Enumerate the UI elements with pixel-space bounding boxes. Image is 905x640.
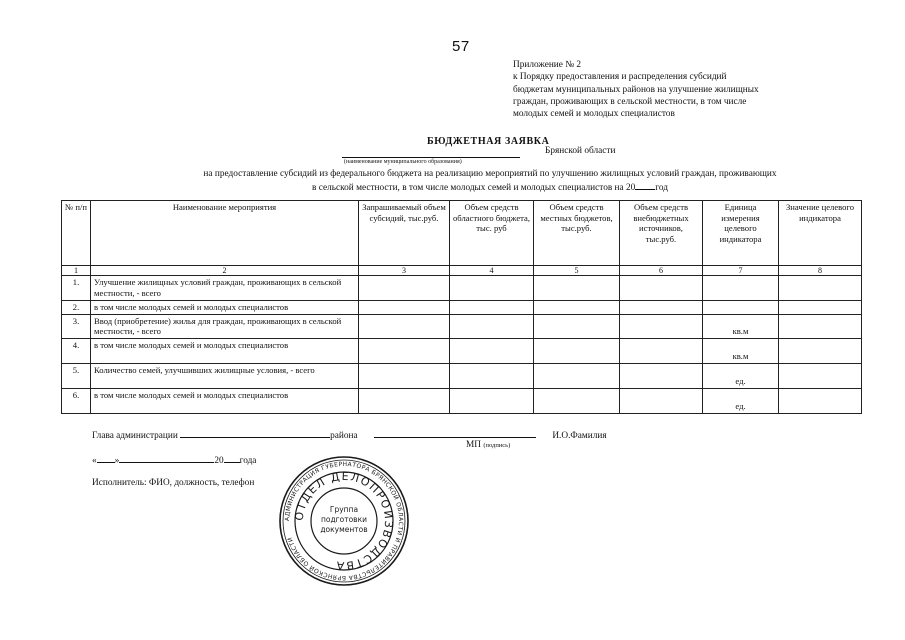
district-label: района — [330, 431, 358, 441]
extrabudget-cell — [620, 276, 703, 301]
extrabudget-cell — [620, 301, 703, 315]
row-name: Количество семей, улучшивших жилищные условия, - всего — [91, 363, 359, 388]
regional-cell — [450, 276, 534, 301]
date-suffix: года — [239, 456, 257, 466]
local-cell — [534, 276, 620, 301]
municipality-blank-line — [342, 148, 520, 158]
row-name: Улучшение жилищных условий граждан, проживающих в сельской местности, - всего — [91, 276, 359, 301]
year-blank — [224, 453, 240, 463]
date-year-prefix: 20 — [214, 456, 224, 466]
col-number: 2 — [91, 266, 359, 276]
table-row — [62, 276, 862, 301]
regional-cell — [450, 314, 534, 338]
page-number: 57 — [452, 38, 470, 55]
header-value: Значение целевого индикатора — [779, 201, 862, 266]
regional-cell — [450, 301, 534, 315]
unit-cell: кв.м — [703, 338, 779, 363]
day-blank — [97, 453, 115, 463]
unit-cell: ед. — [703, 363, 779, 388]
requested-cell — [359, 388, 450, 413]
stamp-dept-text-path: ОТДЕЛ ДЕЛОПРОИЗВОДСТВА — [292, 469, 396, 573]
value-cell — [779, 301, 862, 315]
appendix-line: граждан, проживающих в сельской местности, в том числе — [513, 96, 747, 107]
col-number: 8 — [779, 266, 862, 276]
header-regional: Объем средств областного бюджета, тыс. руб — [450, 201, 534, 266]
table-row — [62, 301, 862, 315]
col-number: 5 — [534, 266, 620, 276]
local-cell — [534, 338, 620, 363]
extrabudget-cell — [620, 388, 703, 413]
regional-cell — [450, 388, 534, 413]
unit-cell: ед. — [703, 388, 779, 413]
row-name: в том числе молодых семей и молодых специалистов — [91, 301, 359, 315]
requested-cell — [359, 301, 450, 315]
value-cell — [779, 314, 862, 338]
row-name: в том числе молодых семей и молодых специалистов — [91, 388, 359, 413]
value-cell — [779, 338, 862, 363]
extrabudget-cell — [620, 338, 703, 363]
table-row — [62, 338, 862, 363]
regional-cell — [450, 363, 534, 388]
row-num: 1. — [62, 276, 91, 301]
signature-row — [92, 428, 792, 441]
appendix-line: к Порядку предоставления и распределения субсидий — [513, 72, 727, 83]
stamp-center-line: подготовки — [321, 515, 367, 524]
purpose-line-2-text: в сельской местности, в том числе молодых семей и молодых специалистов на 20 — [312, 183, 636, 193]
value-cell — [779, 363, 862, 388]
form-title: БЮДЖЕТНАЯ ЗАЯВКА — [427, 136, 550, 147]
row-num: 5. — [62, 363, 91, 388]
unit-cell — [703, 301, 779, 315]
extrabudget-cell — [620, 363, 703, 388]
col-number: 1 — [62, 266, 91, 276]
month-blank — [119, 453, 214, 463]
table-header-row — [62, 201, 862, 266]
header-local: Объем средств местных бюджетов, тыс.руб. — [534, 201, 620, 266]
local-cell — [534, 388, 620, 413]
row-name: Ввод (приобретение) жилья для граждан, проживающих в сельской местности, - всего — [91, 314, 359, 338]
appendix-line: бюджетам муниципальных районов на улучшение жилищных — [513, 84, 759, 95]
local-cell — [534, 314, 620, 338]
col-number: 4 — [450, 266, 534, 276]
column-number-row — [62, 266, 862, 276]
local-cell — [534, 363, 620, 388]
header-num: № п/п — [62, 201, 91, 266]
municipality-caption: (наименование муниципального образования) — [344, 159, 462, 165]
row-num: 3. — [62, 314, 91, 338]
stamp-outer-text-path: АДМИНИСТРАЦИЯ ГУБЕРНАТОРА БРЯНСКОЙ ОБЛАСТИ И ПРАВИТЕЛЬСТВА БРЯНСКОЙ ОБЛАСТИ — [283, 460, 405, 582]
signer-name: И.О.Фамилия — [552, 431, 607, 441]
signature-blank — [374, 428, 536, 438]
value-cell — [779, 276, 862, 301]
seal-place — [466, 440, 510, 450]
head-name-blank — [180, 428, 330, 438]
col-number: 6 — [620, 266, 703, 276]
table-row — [62, 314, 862, 338]
date-open-quote: « — [92, 456, 97, 466]
date-row — [92, 453, 256, 466]
value-cell — [779, 388, 862, 413]
budget-table — [61, 200, 862, 414]
office-stamp — [278, 455, 410, 587]
stamp-center-line: документов — [320, 525, 368, 534]
table-row — [62, 363, 862, 388]
header-name: Наименование мероприятия — [91, 201, 359, 266]
purpose-line-1: на предоставление субсидий из федерального бюджета на реализацию мероприятий по улучшению жилищных условий граждан, проживающих — [203, 169, 777, 179]
appendix-block — [513, 59, 843, 120]
executor-line: Исполнитель: ФИО, должность, телефон — [92, 478, 255, 488]
row-num: 2. — [62, 301, 91, 315]
row-num: 6. — [62, 388, 91, 413]
header-unit: Единица измерения целевого индикатора — [703, 201, 779, 266]
unit-cell — [703, 276, 779, 301]
year-blank — [635, 180, 655, 190]
header-requested: Запрашиваемый объем субсидий, тыс.руб. — [359, 201, 450, 266]
purpose-year-suffix: год — [655, 183, 668, 193]
signature-caption: (подпись) — [483, 442, 511, 449]
col-number: 7 — [703, 266, 779, 276]
table-row — [62, 388, 862, 413]
stamp-center-line: Группа — [329, 505, 359, 514]
unit-cell: кв.м — [703, 314, 779, 338]
date-close-quote: » — [114, 456, 120, 466]
requested-cell — [359, 363, 450, 388]
head-label: Глава администрации — [92, 431, 178, 441]
appendix-line: Приложение № 2 — [513, 60, 582, 70]
requested-cell — [359, 314, 450, 338]
appendix-line: молодых семей и молодых специалистов — [513, 109, 675, 120]
requested-cell — [359, 276, 450, 301]
purpose-line-2 — [130, 180, 850, 194]
extrabudget-cell — [620, 314, 703, 338]
region-name: Брянской области — [545, 146, 616, 156]
purpose-text — [130, 168, 850, 194]
row-name: в том числе молодых семей и молодых специалистов — [91, 338, 359, 363]
local-cell — [534, 301, 620, 315]
regional-cell — [450, 338, 534, 363]
mp-label: МП — [466, 440, 481, 450]
requested-cell — [359, 338, 450, 363]
header-extrabudget: Объем средств внебюджетных источников, тыс.руб. — [620, 201, 703, 266]
row-num: 4. — [62, 338, 91, 363]
col-number: 3 — [359, 266, 450, 276]
